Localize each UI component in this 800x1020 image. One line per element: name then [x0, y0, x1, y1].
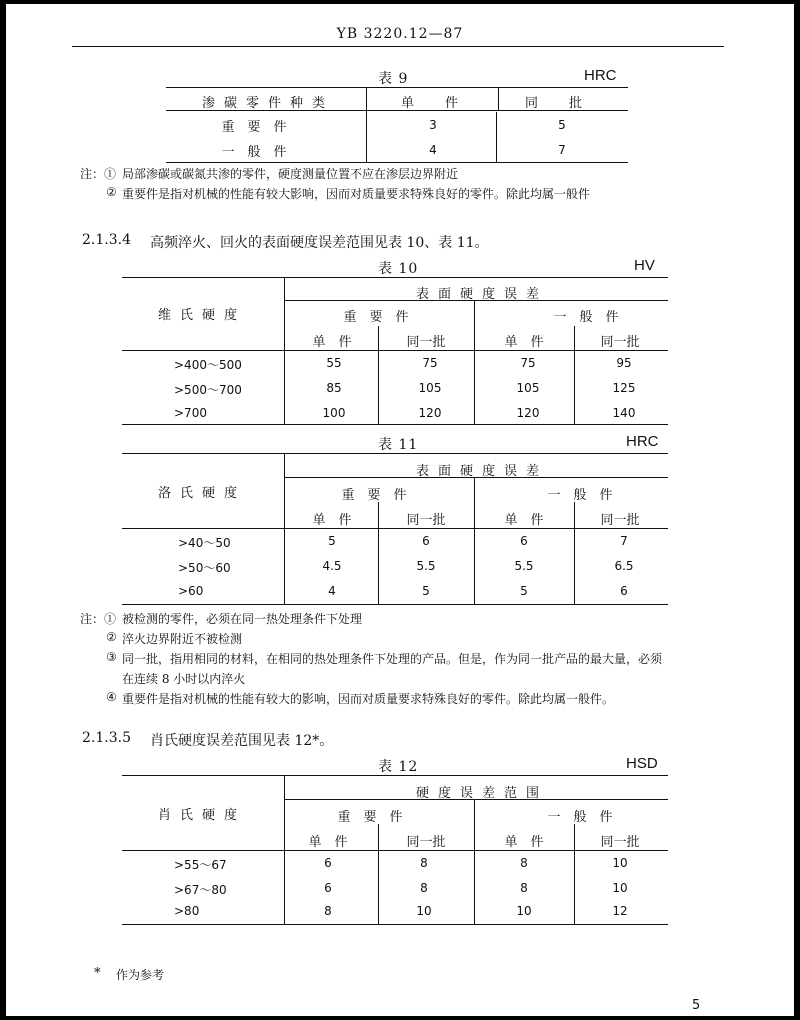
table10-row-hardness: >700 [174, 406, 207, 420]
table12-caption: 表 12 [378, 759, 419, 775]
table9-cell: 3 [429, 118, 437, 132]
table9-top-rule [166, 87, 628, 88]
table11-note-text: 重要件是指对机械的性能有较大的影响，因而对质量要求特殊良好的零件。除此均属一般件。 [122, 692, 615, 706]
table11-col-divider [574, 502, 575, 604]
table12-unit: HSD [626, 755, 658, 772]
footnote-text: 作为参考 [116, 968, 165, 982]
table11-cell: 6.5 [614, 559, 634, 573]
table11-header-hardness: 洛氏硬度 [157, 486, 247, 501]
table11-cell: 6 [422, 534, 430, 548]
table12-top-rule [122, 775, 668, 776]
table11-note-text: 同一批，指用相同的材料，在相同的热处理条件下处理的产品。但是，作为同一批产品的最大量，必须 [122, 652, 663, 666]
table9-cell: 4 [429, 143, 437, 157]
table12-cell: 10 [612, 856, 628, 870]
table10-cell: 120 [516, 406, 540, 420]
table11-cell: 5 [328, 534, 336, 548]
table12-cell: 8 [324, 904, 332, 918]
table10-header-rule [122, 350, 668, 351]
table12-header-single: 单 件 [504, 835, 544, 850]
table10-header-general: 一 般 件 [553, 310, 619, 325]
table9-note-mark: ② [106, 185, 117, 199]
table12-cell: 8 [520, 856, 528, 870]
table11-header-batch: 同一批 [600, 513, 640, 528]
document-number: YB 3220.12—87 [336, 26, 464, 42]
table11-header-batch: 同一批 [406, 513, 446, 528]
table12-header-batch: 同一批 [406, 835, 446, 850]
table10-top-rule [122, 277, 668, 278]
section-number: 2.1.3.4 [82, 232, 131, 248]
table12-col-divider [378, 824, 379, 924]
table11-header-general: 一 般 件 [547, 488, 613, 503]
table10-cell: 95 [616, 356, 632, 370]
table12-bottom-rule [122, 924, 668, 925]
table10-col-divider [378, 326, 379, 424]
table11-col-divider [474, 478, 475, 604]
table10-col-divider [474, 301, 475, 424]
table10-row-hardness: >500～700 [174, 383, 242, 397]
table12-row-hardness: >55～67 [174, 858, 227, 872]
table9-bottom-rule [166, 162, 628, 163]
table10-header-single: 单 件 [504, 335, 544, 350]
table11-cell: 5.5 [416, 559, 436, 573]
table12-cell: 10 [416, 904, 432, 918]
table11-caption: 表 11 [378, 437, 419, 453]
table9-cell: 7 [558, 143, 566, 157]
table10-cell: 75 [520, 356, 536, 370]
table9-row-type: 重 要 件 [221, 120, 287, 135]
table12-cell: 6 [324, 856, 332, 870]
table9-header-single: 单 件 [400, 96, 468, 111]
table11-header-single: 单 件 [312, 513, 352, 528]
table9-note-text: 重要件是指对机械的性能有较大影响，因而对质量要求特殊良好的零件。除此均属一般件 [122, 187, 591, 201]
table12-cell: 10 [516, 904, 532, 918]
table10-header-batch: 同一批 [600, 335, 640, 350]
section-number: 2.1.3.5 [82, 730, 131, 746]
table11-top-rule [122, 453, 668, 454]
table10-caption: 表 10 [378, 261, 419, 277]
table12-header-single: 单 件 [308, 835, 348, 850]
table12-header-rule [122, 850, 668, 851]
table11-cell: 6 [520, 534, 528, 548]
table10-cell: 55 [326, 356, 342, 370]
section-text: 肖氏硬度误差范围见表 12*。 [150, 733, 334, 749]
table10-cell: 100 [322, 406, 346, 420]
table11-row-hardness: >60 [178, 584, 204, 598]
table11-cell: 6 [620, 584, 628, 598]
table10-unit: HV [634, 257, 655, 274]
table10-cell: 105 [418, 381, 442, 395]
table9-col-divider [498, 88, 499, 110]
table11-note-mark: ③ [106, 650, 117, 664]
table10-header-hardness: 维氏硬度 [157, 308, 247, 323]
table11-header-single: 单 件 [504, 513, 544, 528]
table11-note-text: 被检测的零件，必须在同一热处理条件下处理 [122, 612, 363, 626]
table10-cell: 120 [418, 406, 442, 420]
table10-cell: 140 [612, 406, 636, 420]
table12-header-group: 硬度误差范围 [415, 786, 549, 801]
table10-header-important: 重 要 件 [343, 310, 409, 325]
table12-cell: 10 [612, 881, 628, 895]
table10-header-group: 表面硬度误差 [415, 287, 549, 302]
table11-cell: 5 [520, 584, 528, 598]
table10-header-batch: 同一批 [406, 335, 446, 350]
table12-header-batch: 同一批 [600, 835, 640, 850]
table12-cell: 8 [420, 881, 428, 895]
table9-header-batch: 同 批 [524, 96, 592, 111]
table10-bottom-rule [122, 424, 668, 425]
table10-cell: 105 [516, 381, 540, 395]
table9-col-divider [366, 88, 367, 162]
table11-cell: 5 [422, 584, 430, 598]
table9-col-divider [496, 112, 497, 162]
footnote-mark: * [94, 966, 101, 981]
table12-cell: 8 [420, 856, 428, 870]
table10-row-hardness: >400～500 [174, 358, 242, 372]
table12-row-hardness: >67～80 [174, 883, 227, 897]
table11-note-mark: ② [106, 630, 117, 644]
table10-cell: 85 [326, 381, 342, 395]
page-number: 5 [692, 998, 701, 1013]
table9-header-type: 渗碳零件种类 [201, 96, 335, 111]
header-rule [72, 46, 724, 47]
table10-header-single: 单 件 [312, 335, 352, 350]
table9-note-mark: 注：① [80, 167, 117, 181]
table11-note-text: 淬火边界附近不被检测 [122, 632, 243, 646]
table12-cell: 8 [520, 881, 528, 895]
table11-note-mark: ④ [106, 690, 117, 704]
table12-cell: 6 [324, 881, 332, 895]
table11-note-mark: 注：① [80, 612, 117, 626]
table10-cell: 75 [422, 356, 438, 370]
table9-cell: 5 [558, 118, 566, 132]
section-text: 高频淬火、回火的表面硬度误差范围见表 10、表 11。 [150, 235, 489, 251]
table12-header-general: 一 般 件 [547, 810, 613, 825]
table11-cell: 4.5 [322, 559, 342, 573]
table11-cell: 5.5 [514, 559, 534, 573]
table9-row-type: 一 般 件 [221, 145, 287, 160]
table11-cell: 4 [328, 584, 336, 598]
table9-note-text: 局部渗碳或碳氮共渗的零件，硬度测量位置不应在渗层边界附近 [122, 167, 459, 181]
table11-row-hardness: >50～60 [178, 561, 231, 575]
table11-header-group: 表面硬度误差 [415, 464, 549, 479]
table11-header-rule [122, 528, 668, 529]
table11-row-hardness: >40～50 [178, 536, 231, 550]
table12-col-divider [574, 824, 575, 924]
table11-header-important: 重 要 件 [341, 488, 407, 503]
table11-col-divider [378, 502, 379, 604]
table12-header-important: 重 要 件 [337, 810, 403, 825]
table10-col-divider [574, 326, 575, 424]
table9-unit: HRC [584, 67, 617, 84]
document-page [6, 4, 794, 1016]
table12-row-hardness: >80 [174, 904, 200, 918]
table10-cell: 125 [612, 381, 636, 395]
table11-bottom-rule [122, 604, 668, 605]
table9-caption: 表 9 [378, 71, 409, 87]
table12-cell: 12 [612, 904, 628, 918]
table11-cell: 7 [620, 534, 628, 548]
table12-col-divider [474, 800, 475, 924]
table11-unit: HRC [626, 433, 659, 450]
table11-note-text: 在连续 8 小时以内淬火 [122, 672, 246, 686]
table12-header-hardness: 肖氏硬度 [157, 808, 247, 823]
